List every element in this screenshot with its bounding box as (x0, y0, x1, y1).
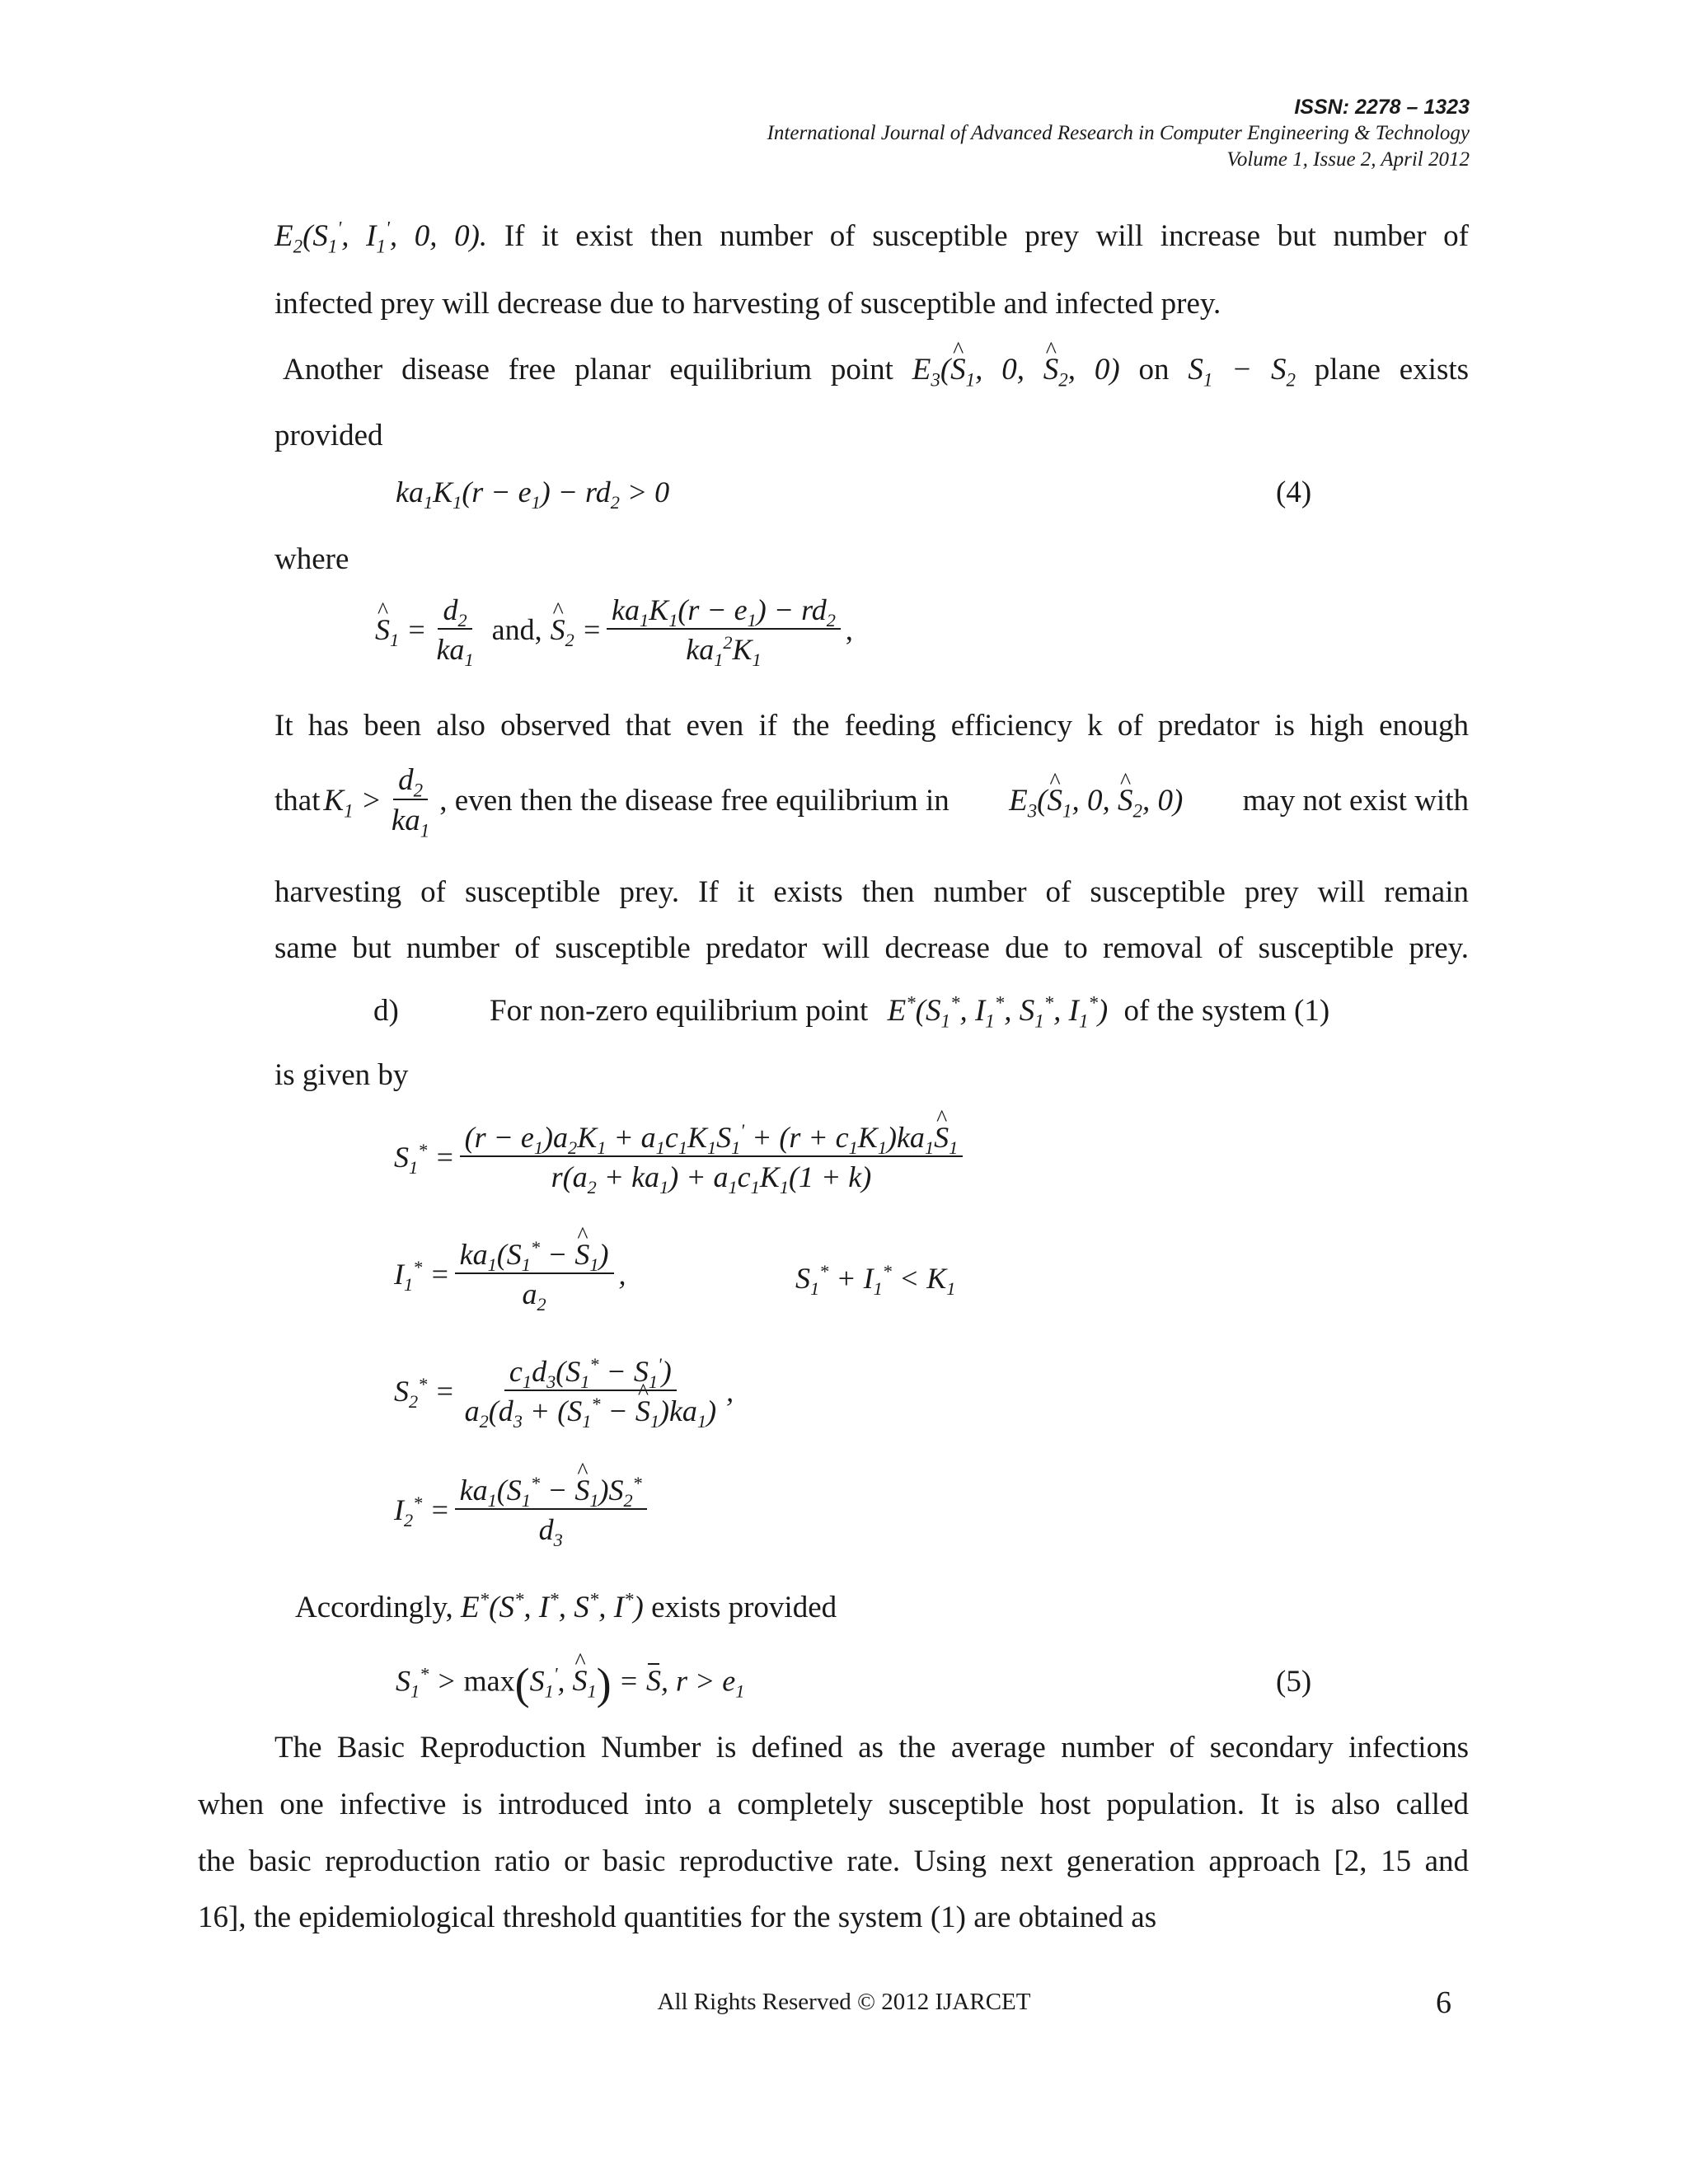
equation-s-hat: ^ $S_1$ = $\frac{d_2}{ka_1}$ and, ^ $S_2$ = $\frac{ka_1K_1(r - e_1) - rd_2}{ka_1^2K_1}$ , (375, 595, 853, 664)
text-fragment: Another disease free planar equilibrium point (283, 353, 893, 387)
equation-constraint: $S_1^* + I_1^* < K_1$ (795, 1261, 956, 1300)
text-fragment: plane exists (1314, 353, 1470, 387)
text-fragment: of the system (1) (1123, 994, 1330, 1028)
footer-copyright: All Rights Reserved © 2012 IJARCET (657, 1989, 1031, 2015)
paragraph-line: where (274, 542, 349, 576)
header-volume: Volume 1, Issue 2, April 2012 (1226, 148, 1470, 171)
equation-number: (5) (1276, 1665, 1312, 1699)
fraction: $\frac{ka_1(S_1^* - \^{} S_1)S_2^*}{d_3}$ (455, 1475, 647, 1544)
paragraph-line: harvesting of susceptible prey. If it exists then number of susceptible prey will remain (274, 875, 1469, 909)
list-label: d) (373, 994, 399, 1028)
paragraph-line: The Basic Reproduction Number is defined as the average number of secondary infections (274, 1731, 1469, 1765)
fraction: $\frac{d_2}{ka_1}$ (391, 763, 430, 841)
equation-e-star-general: E*(S*, I*, S*, I*) (461, 1589, 644, 1624)
text-fragment: that (274, 783, 321, 818)
fraction: $\frac{ka_1(S_1^* - \^{} S_1)}{a_2}$ (455, 1240, 614, 1309)
equation-4: $ka_1K_1(r - e_1) - rd_2 > 0$ (396, 476, 670, 513)
paragraph-line: same but number of susceptible predator will decrease due to removal of susceptible prey. (274, 931, 1469, 965)
paragraph-line: when one infective is introduced into a completely susceptible host population. It is also called (198, 1788, 1469, 1821)
fraction: $\frac{c_1d_3(S_1^* - S_1')}{a_2(d_3 + (S_1^* - \^{} S_1)ka_1)}$ (460, 1357, 721, 1426)
text-fragment: , even then the disease free equilibrium in (439, 783, 950, 818)
text-fragment: For non-zero equilibrium point (490, 994, 869, 1028)
paragraph-line (274, 218, 1470, 257)
equation-e3: $E_3(\^{}$ $S_1$, 0, ^ $S_2$, 0) (1009, 785, 1183, 816)
text-fragment: exists provided (651, 1591, 837, 1624)
paragraph-line (295, 1589, 837, 1624)
paragraph-line: It has been also observed that even if the feeding efficiency k of predator is high enough (274, 709, 1469, 743)
header-journal-name: International Journal of Advanced Research in Computer Engineering & Technology (767, 122, 1470, 144)
text-fragment: may not exist with (1242, 783, 1469, 818)
equation-i2-star: $I_2^*$ = $\frac{ka_1(S_1^* - \^{} S_1)S_2^*}{d_3}$ (394, 1475, 652, 1544)
equation-e-star: $E^*(S_1^*$, $I_1^*$, $S_1^*$, $I_1^*$) (887, 992, 1109, 1032)
text-fragment: If it exist then number of susceptible prey will increase but number of (504, 219, 1470, 253)
paragraph-line (490, 992, 1330, 1032)
header-issn: ISSN: 2278 – 1323 (1294, 96, 1470, 119)
equation-5: $S_1^* > \max(S_1'$, ^ $S_1) = S$, $r > e_1$ (396, 1661, 744, 1706)
fraction: $\frac{d_2}{ka_1}$ (436, 593, 474, 671)
equation-s1-star: $S_1^*$ = $\frac{(r - e_1)a_2K_1 + a_1c_1K_1S_1' + (r + c_1K_1)ka_1\^{} S_1}{r(a_2 + ka_1) + a_1c_1K_1(1 + k)}$ (394, 1122, 968, 1192)
text-fragment: on (1138, 353, 1170, 387)
equation-number: (4) (1276, 476, 1312, 509)
equation-i1-star: $I_1^*$ = $\frac{ka_1(S_1^* - \^{} S_1)}{a_2}$ , (394, 1240, 626, 1309)
paragraph-line: 16], the epidemiological threshold quantities for the system (1) are obtained as (198, 1900, 1157, 1934)
text-fragment: and, (491, 613, 542, 646)
paragraph-line: that $K_1$ > $\frac{d_2}{ka_1}$ , even then the disease free equilibrium in $E_3(\^{}$ $S_1$, 0, ^ $S_2$, 0) may not exist with (274, 765, 1469, 836)
paragraph-line (283, 353, 1470, 391)
fraction: $\frac{(r - e_1)a_2K_1 + a_1c_1K_1S_1' + (r + c_1K_1)ka_1\^{} S_1}{r(a_2 + ka_1) + a_1c_1K_1(1 + k)}$ (460, 1122, 964, 1192)
paragraph-line: infected prey will decrease due to harvesting of susceptible and infected prey. (274, 287, 1221, 321)
paragraph-line: provided (274, 419, 383, 452)
text-fragment: Accordingly, (295, 1591, 453, 1624)
paragraph-line: is given by (274, 1058, 409, 1092)
equation-e3: $E_3(\^{}$ $S_1$, 0, ^ $S_2$, 0) (912, 353, 1120, 387)
equation-s2-star: $S_2^*$ = $\frac{c_1d_3(S_1^* - S_1')}{a_2(d_3 + (S_1^* - \^{} S_1)ka_1)}$ , (394, 1357, 734, 1426)
equation-plane: $S_1 - S_2$ (1188, 353, 1296, 391)
page-number: 6 (1436, 1985, 1451, 2020)
fraction: $\frac{ka_1K_1(r - e_1) - rd_2}{ka_1^2K_1}$ (607, 595, 841, 664)
paragraph-line: the basic reproduction ratio or basic reproductive rate. Using next generation approach [2, 15 and (198, 1844, 1469, 1878)
equation-e2: $E_2(S_1'$, $I_1'$, 0, 0). (274, 218, 488, 257)
